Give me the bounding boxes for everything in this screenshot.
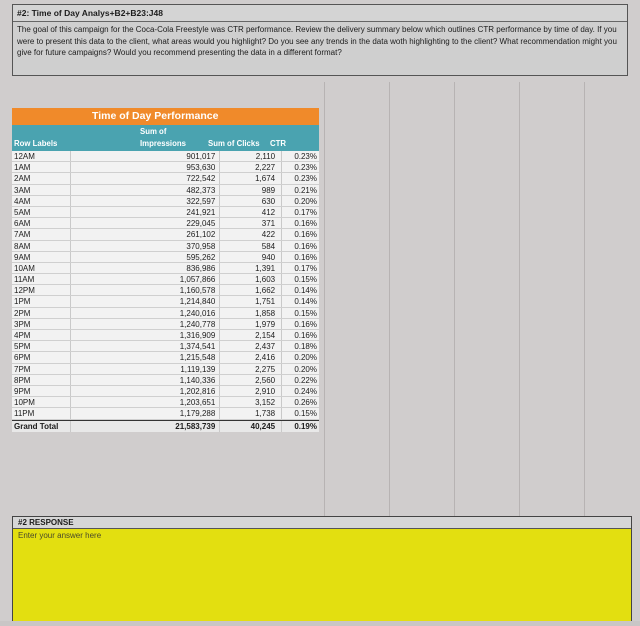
table-row[interactable] [12,218,319,229]
row-ctr: 0.14% [294,286,317,296]
row-ctr: 0.21% [294,185,317,195]
row-clicks: 2,154 [220,330,282,340]
row-label: 6AM [12,218,71,228]
row-label: 6PM [12,352,71,362]
total-ctr: 0.19% [294,421,317,431]
row-impressions: 1,119,139 [71,364,221,374]
row-clicks: 1,391 [220,263,282,273]
row-clicks: 630 [220,196,282,206]
row-impressions: 1,140,336 [71,375,221,385]
response-box [12,516,632,621]
table-row[interactable] [12,386,319,397]
row-ctr: 0.16% [294,331,317,340]
row-label: 3AM [12,185,71,195]
row-ctr: 0.14% [294,297,317,307]
row-label: 10AM [12,263,71,273]
row-label: 4AM [12,196,71,206]
header-impressions-line1: Sum of [140,127,167,136]
row-ctr: 0.20% [294,196,317,206]
table-row[interactable] [12,308,319,319]
response-input[interactable] [13,529,631,621]
table-row[interactable] [12,319,319,330]
row-ctr: 0.24% [294,386,317,396]
header-impressions-line2: Impressions [140,139,186,148]
table-row[interactable] [12,397,319,408]
row-label: 7PM [12,364,71,374]
table-row[interactable] [12,274,319,285]
row-label: 5AM [12,207,71,217]
row-clicks: 2,560 [220,375,282,385]
table-row[interactable] [12,151,319,162]
table-row[interactable] [12,185,319,196]
row-label: 12PM [12,285,71,295]
row-clicks: 412 [220,207,282,217]
grid-line [324,82,325,522]
row-clicks: 2,110 [220,151,282,161]
table-row[interactable] [12,341,319,352]
row-label: 11AM [12,274,71,284]
row-label: 4PM [12,330,71,340]
table-row[interactable] [12,296,319,307]
total-impressions: 21,583,739 [71,421,221,432]
row-impressions: 1,316,909 [71,330,221,340]
row-label: 12AM [12,151,71,161]
row-label: 5PM [12,341,71,351]
row-impressions: 241,921 [71,207,221,217]
pivot-table[interactable] [12,108,319,432]
pivot-title: Time of Day Performance [12,108,319,125]
row-label: 11PM [12,408,71,418]
grid-line [519,82,520,522]
table-row[interactable] [12,285,319,296]
row-ctr: 0.16% [294,241,317,251]
table-row[interactable] [12,364,319,375]
row-ctr: 0.22% [294,375,317,385]
row-label: 2PM [12,308,71,318]
grid-line [389,82,390,522]
table-row[interactable] [12,263,319,274]
row-impressions: 370,958 [71,241,221,251]
table-row[interactable] [12,375,319,386]
table-row[interactable] [12,173,319,184]
table-row[interactable] [12,162,319,173]
grid-line [584,82,585,522]
row-clicks: 1,979 [220,319,282,329]
row-clicks: 2,437 [220,341,282,351]
pivot-body [12,151,319,432]
row-clicks: 3,152 [220,397,282,407]
row-label: 3PM [12,319,71,329]
row-ctr: 0.17% [294,207,317,217]
row-ctr: 0.20% [294,353,317,363]
row-ctr: 0.26% [294,398,317,408]
header-row-labels[interactable]: Row Labels [14,139,58,148]
row-clicks: 371 [220,218,282,228]
table-row[interactable] [12,352,319,363]
row-clicks: 422 [220,229,282,239]
row-label: 1AM [12,162,71,172]
row-clicks: 1,603 [220,274,282,284]
row-impressions: 722,542 [71,173,221,183]
row-impressions: 482,373 [71,185,221,195]
row-clicks: 2,910 [220,386,282,396]
row-clicks: 584 [220,241,282,251]
row-impressions: 322,597 [71,196,221,206]
row-impressions: 1,203,651 [71,397,221,407]
row-ctr: 0.16% [294,219,317,229]
row-clicks: 2,416 [220,352,282,362]
row-clicks: 1,751 [220,296,282,306]
row-ctr: 0.18% [294,342,317,352]
grid-line [454,82,455,522]
table-row[interactable] [12,241,319,252]
header-clicks: Sum of Clicks [208,139,260,148]
row-clicks: 1,738 [220,408,282,418]
row-ctr: 0.16% [294,319,317,329]
table-row[interactable] [12,229,319,240]
table-row[interactable] [12,408,319,419]
row-impressions: 1,215,548 [71,352,221,362]
row-ctr: 0.17% [294,263,317,273]
row-ctr: 0.23% [294,163,317,173]
row-impressions: 229,045 [71,218,221,228]
row-impressions: 901,017 [71,151,221,161]
row-label: 10PM [12,397,71,407]
row-impressions: 1,179,288 [71,408,221,418]
row-label: 1PM [12,296,71,306]
row-ctr: 0.15% [294,275,317,285]
table-row[interactable] [12,196,319,207]
row-impressions: 261,102 [71,229,221,239]
row-ctr: 0.15% [294,308,317,318]
row-ctr: 0.15% [294,409,317,419]
row-clicks: 1,662 [220,285,282,295]
row-clicks: 2,227 [220,162,282,172]
row-label: 9AM [12,252,71,262]
row-clicks: 2,275 [220,364,282,374]
table-row[interactable] [12,252,319,263]
row-label: 9PM [12,386,71,396]
row-impressions: 1,160,578 [71,285,221,295]
row-ctr: 0.20% [294,364,317,374]
row-impressions: 1,240,016 [71,308,221,318]
total-label: Grand Total [12,421,71,432]
row-ctr: 0.16% [294,252,317,262]
question-body: The goal of this campaign for the Coca-Cola Freestyle was CTR performance. Review the delivery summary below which outlines CTR performance by time of day. If you were to present this data to the client, what areas would you highlight? Do you see any trends in the data woth highlighting to the client? What recommendation might you give for future campaigns? Would you recommend presenting the data in a different format? [17,25,617,57]
grand-total-row[interactable] [12,420,319,432]
table-row[interactable] [12,330,319,341]
row-label: 8AM [12,241,71,251]
question-title: #2: Time of Day Analys+B2+B23:J48 [13,5,627,22]
row-clicks: 989 [220,185,282,195]
question-box [12,4,628,76]
row-impressions: 1,374,541 [71,341,221,351]
header-ctr: CTR [270,139,287,148]
row-clicks: 1,674 [220,173,282,183]
row-ctr: 0.23% [294,174,317,184]
row-label: 2AM [12,173,71,183]
row-ctr: 0.16% [294,230,317,240]
row-impressions: 1,202,816 [71,386,221,396]
total-clicks: 40,245 [220,421,282,432]
row-impressions: 595,262 [71,252,221,262]
row-impressions: 836,986 [71,263,221,273]
table-row[interactable] [12,207,319,218]
row-ctr: 0.23% [294,152,317,161]
row-impressions: 1,240,778 [71,319,221,329]
row-clicks: 1,858 [220,308,282,318]
response-title: #2 RESPONSE [13,517,631,529]
row-impressions: 953,630 [71,162,221,172]
row-label: 8PM [12,375,71,385]
pivot-header [12,125,319,151]
row-label: 7AM [12,229,71,239]
row-clicks: 940 [220,252,282,262]
row-impressions: 1,057,866 [71,274,221,284]
row-impressions: 1,214,840 [71,296,221,306]
